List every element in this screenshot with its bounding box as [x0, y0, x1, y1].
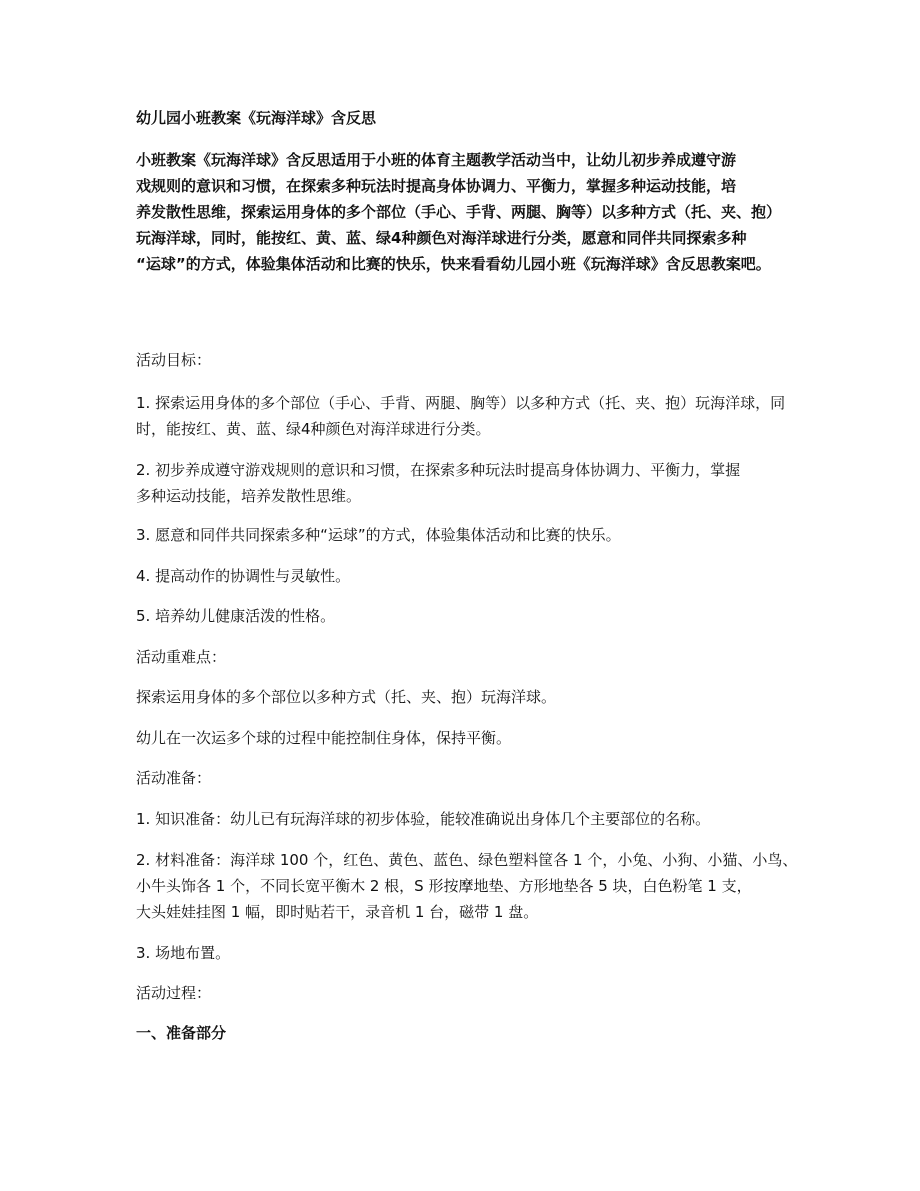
- preparation-2-line-1: 2. 材料准备：海洋球 100 个，红色、黄色、蓝色、绿色塑料筐各 1 个，小兔、小狗、小猫、小鸟、: [136, 851, 798, 869]
- intro-line-2: 戏规则的意识和习惯，在探索多种玩法时提高身体协调力、平衡力，掌握多种运动技能，培: [136, 177, 737, 195]
- intro-line-1: 小班教案《玩海洋球》含反思适用于小班的体育主题教学活动当中，让幼儿初步养成遵守游: [136, 151, 737, 169]
- goal-2-line-2: 多种运动技能，培养发散性思维。: [136, 487, 362, 505]
- key-point-2: 幼儿在一次运多个球的过程中能控制住身体，保持平衡。: [136, 729, 512, 747]
- intro-line-3: 养发散性思维，探索运用身体的多个部位（手心、手背、两腿、胸等）以多种方式（托、夹、抱）: [136, 203, 782, 221]
- preparation-heading: 活动准备：: [136, 769, 212, 787]
- goal-3: 3. 愿意和同伴共同探索多种“运球”的方式，体验集体活动和比赛的快乐。: [136, 526, 621, 544]
- goal-1-line-1: 1. 探索运用身体的多个部位（手心、手背、两腿、胸等）以多种方式（托、夹、抱）玩海洋球，同: [136, 394, 786, 412]
- preparation-3: 3. 场地布置。: [136, 944, 231, 962]
- key-points-heading: 活动重难点：: [136, 648, 227, 666]
- key-point-1: 探索运用身体的多个部位以多种方式（托、夹、抱）玩海洋球。: [136, 688, 557, 706]
- goal-5: 5. 培养幼儿健康活泼的性格。: [136, 607, 336, 625]
- document-title: 幼儿园小班教案《玩海洋球》含反思: [136, 109, 377, 127]
- goals-heading: 活动目标：: [136, 351, 212, 369]
- goal-1-line-2: 时，能按红、黄、蓝、绿4种颜色对海洋球进行分类。: [136, 420, 491, 438]
- preparation-2-line-3: 大头娃娃挂图 1 幅，即时贴若干，录音机 1 台，磁带 1 盘。: [136, 903, 539, 921]
- preparation-2-line-2: 小牛头饰各 1 个，不同长宽平衡木 2 根，S 形按摩地垫、方形地垫各 5 块，白色粉笔 1 支，: [136, 877, 752, 895]
- goal-4: 4. 提高动作的协调性与灵敏性。: [136, 567, 351, 585]
- process-heading: 活动过程：: [136, 984, 212, 1002]
- part-1-heading: 一、准备部分: [136, 1024, 227, 1042]
- intro-line-5: “运球”的方式，体验集体活动和比赛的快乐，快来看看幼儿园小班《玩海洋球》含反思教案吧。: [136, 255, 771, 273]
- preparation-1: 1. 知识准备：幼儿已有玩海洋球的初步体验，能较准确说出身体几个主要部位的名称。: [136, 810, 711, 828]
- goal-2-line-1: 2. 初步养成遵守游戏规则的意识和习惯，在探索多种玩法时提高身体协调力、平衡力，掌握: [136, 461, 741, 479]
- intro-line-4: 玩海洋球，同时，能按红、黄、蓝、绿4种颜色对海洋球进行分类，愿意和同伴共同探索多种: [136, 229, 747, 247]
